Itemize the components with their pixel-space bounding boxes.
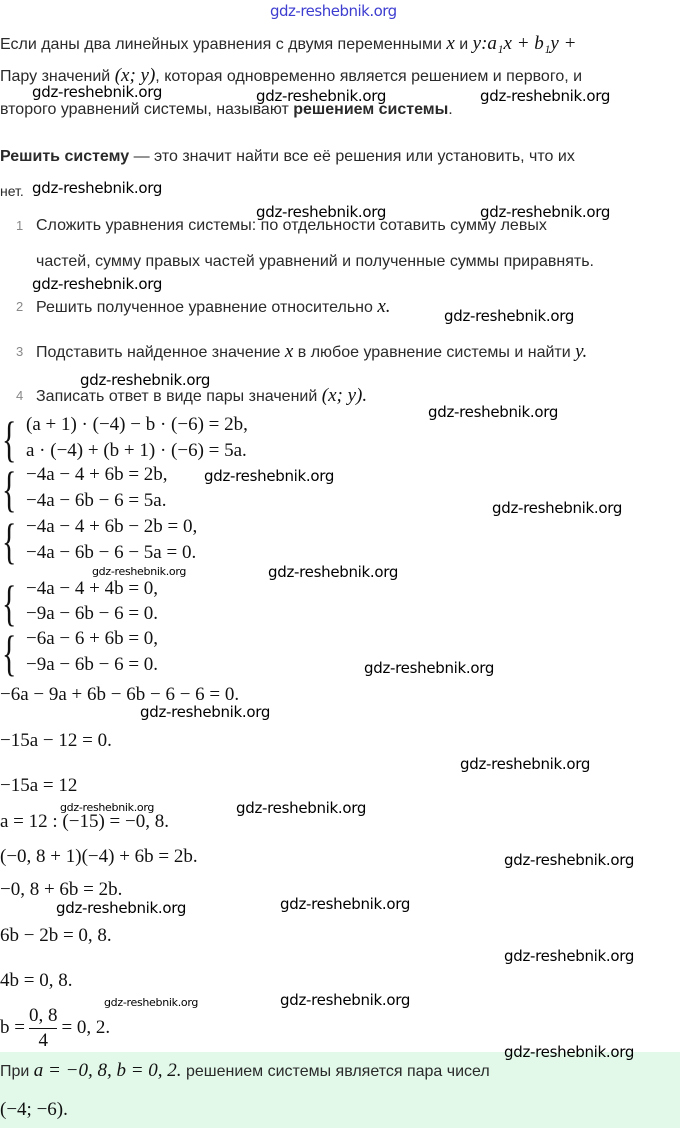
step-1-cont: частей, сумму правых частей уравнений и полученные суммы приравнять. xyxy=(36,253,594,270)
math: y. xyxy=(575,341,588,362)
bold-term: Решить систему xyxy=(0,148,130,165)
step-number: 2 xyxy=(16,299,24,314)
watermark: gdz-reshebnik.org xyxy=(504,851,635,869)
text: Если даны два линейных уравнения с двумя переменными xyxy=(0,36,442,53)
equation: −15a − 12 = 0. xyxy=(0,730,112,751)
system-row: −9a − 6b − 6 = 0. xyxy=(26,654,159,675)
step-3 xyxy=(36,341,587,364)
watermark: gdz-reshebnik.org xyxy=(256,87,387,105)
header-watermark[interactable]: gdz-reshebnik.org xyxy=(270,2,397,20)
math: y: xyxy=(472,33,488,54)
math: (x; y) xyxy=(114,65,156,86)
watermark: gdz-reshebnik.org xyxy=(256,203,387,221)
watermark: gdz-reshebnik.org xyxy=(236,799,367,817)
answer-line-2: (−4; −6). xyxy=(0,1099,68,1120)
equation-fraction xyxy=(0,1004,110,1053)
numerator: 0, 8 xyxy=(29,1004,58,1029)
equation: −0, 8 + 6b = 2b. xyxy=(0,879,123,900)
denominator: 4 xyxy=(38,1030,48,1051)
watermark: gdz-reshebnik.org xyxy=(492,499,623,517)
equation: 6b − 2b = 0, 8. xyxy=(0,925,112,946)
watermark: gdz-reshebnik.org xyxy=(364,659,495,677)
equation: 4b = 0, 8. xyxy=(0,970,73,991)
text: Записать ответ в виде пары значений xyxy=(36,388,318,405)
equation: −15a = 12 xyxy=(0,775,78,796)
text: , которая одновременно является решением и первого, и xyxy=(155,68,583,85)
text: решением системы является пара чисел xyxy=(185,1063,490,1080)
text: и xyxy=(459,36,469,53)
watermark: gdz-reshebnik.org xyxy=(140,703,271,721)
text: второго уравнений системы, называют xyxy=(0,101,289,118)
math: x xyxy=(446,33,455,54)
fraction xyxy=(29,1004,58,1053)
math: (x; y). xyxy=(321,385,368,406)
watermark: gdz-reshebnik.org xyxy=(504,1043,635,1061)
text: При xyxy=(0,1063,30,1080)
system-row: −9a − 6b − 6 = 0. xyxy=(26,603,159,624)
math: = 0, 2. xyxy=(61,1016,111,1038)
text: Решить полученное уравнение относительно xyxy=(36,299,373,316)
text: Пару значений xyxy=(0,68,111,85)
watermark: gdz-reshebnik.org xyxy=(56,899,187,917)
step-2 xyxy=(36,296,391,319)
text: Подставить найденное значение xyxy=(36,344,281,361)
system-row: −4a − 6b − 6 = 5a. xyxy=(26,490,167,511)
system-row: −6a − 6 + 6b = 0, xyxy=(26,628,159,649)
text: . xyxy=(448,101,453,118)
intro-line-4 xyxy=(0,146,575,168)
math: x. xyxy=(377,296,391,317)
system-row: −4a − 4 + 4b = 0, xyxy=(26,578,159,599)
watermark: gdz-reshebnik.org xyxy=(480,203,611,221)
system-row: a · (−4) + (b + 1) · (−6) = 5a. xyxy=(26,440,247,461)
watermark: gdz-reshebnik.org xyxy=(280,991,411,1009)
watermark: gdz-reshebnik.org xyxy=(92,565,187,578)
watermark: gdz-reshebnik.org xyxy=(504,947,635,965)
intro-line-5: нет. xyxy=(0,183,24,199)
watermark: gdz-reshebnik.org xyxy=(428,403,559,421)
equation: (−0, 8 + 1)(−4) + 6b = 2b. xyxy=(0,846,198,867)
watermark: gdz-reshebnik.org xyxy=(80,371,211,389)
system-row: (a + 1) · (−4) − b · (−6) = 2b, xyxy=(26,414,248,435)
text: в любое уравнение системы и найти xyxy=(297,344,571,361)
equation: a = 12 : (−15) = −0, 8. xyxy=(0,811,169,832)
watermark: gdz-reshebnik.org xyxy=(60,801,155,814)
watermark: gdz-reshebnik.org xyxy=(268,563,399,581)
watermark: gdz-reshebnik.org xyxy=(32,179,163,197)
math: x xyxy=(284,341,294,362)
math: a₁x + b₁y + xyxy=(487,33,577,54)
equation: −6a − 9a + 6b − 6b − 6 − 6 = 0. xyxy=(0,684,240,705)
math: b = xyxy=(0,1016,25,1038)
intro-line-1 xyxy=(0,33,576,56)
watermark: gdz-reshebnik.org xyxy=(280,895,411,913)
watermark: gdz-reshebnik.org xyxy=(104,996,199,1009)
answer-line-1 xyxy=(0,1060,490,1083)
watermark: gdz-reshebnik.org xyxy=(444,307,575,325)
step-number: 4 xyxy=(16,388,24,403)
bold-term: решением системы xyxy=(293,101,449,118)
step-number: 3 xyxy=(16,344,24,359)
step-1: Сложить уравнения системы: по отдельности сотавить сумму левых xyxy=(36,217,547,234)
brace-icon: { xyxy=(2,411,17,467)
watermark: gdz-reshebnik.org xyxy=(480,87,611,105)
watermark: gdz-reshebnik.org xyxy=(32,83,163,101)
watermark: gdz-reshebnik.org xyxy=(204,467,335,485)
brace-icon: { xyxy=(2,575,17,631)
math: a = −0, 8, b = 0, 2. xyxy=(33,1060,182,1081)
brace-icon: { xyxy=(2,513,17,569)
text: — это значит найти все её решения или установить, что их xyxy=(129,148,575,165)
brace-icon: { xyxy=(2,625,17,681)
system-row: −4a − 4 + 6b − 2b = 0, xyxy=(26,516,198,537)
system-row: −4a − 6b − 6 − 5a = 0. xyxy=(26,542,197,563)
step-number: 1 xyxy=(16,218,24,233)
brace-icon: { xyxy=(2,461,17,517)
watermark: gdz-reshebnik.org xyxy=(460,755,591,773)
watermark: gdz-reshebnik.org xyxy=(32,275,163,293)
system-row: −4a − 4 + 6b = 2b, xyxy=(26,464,168,485)
